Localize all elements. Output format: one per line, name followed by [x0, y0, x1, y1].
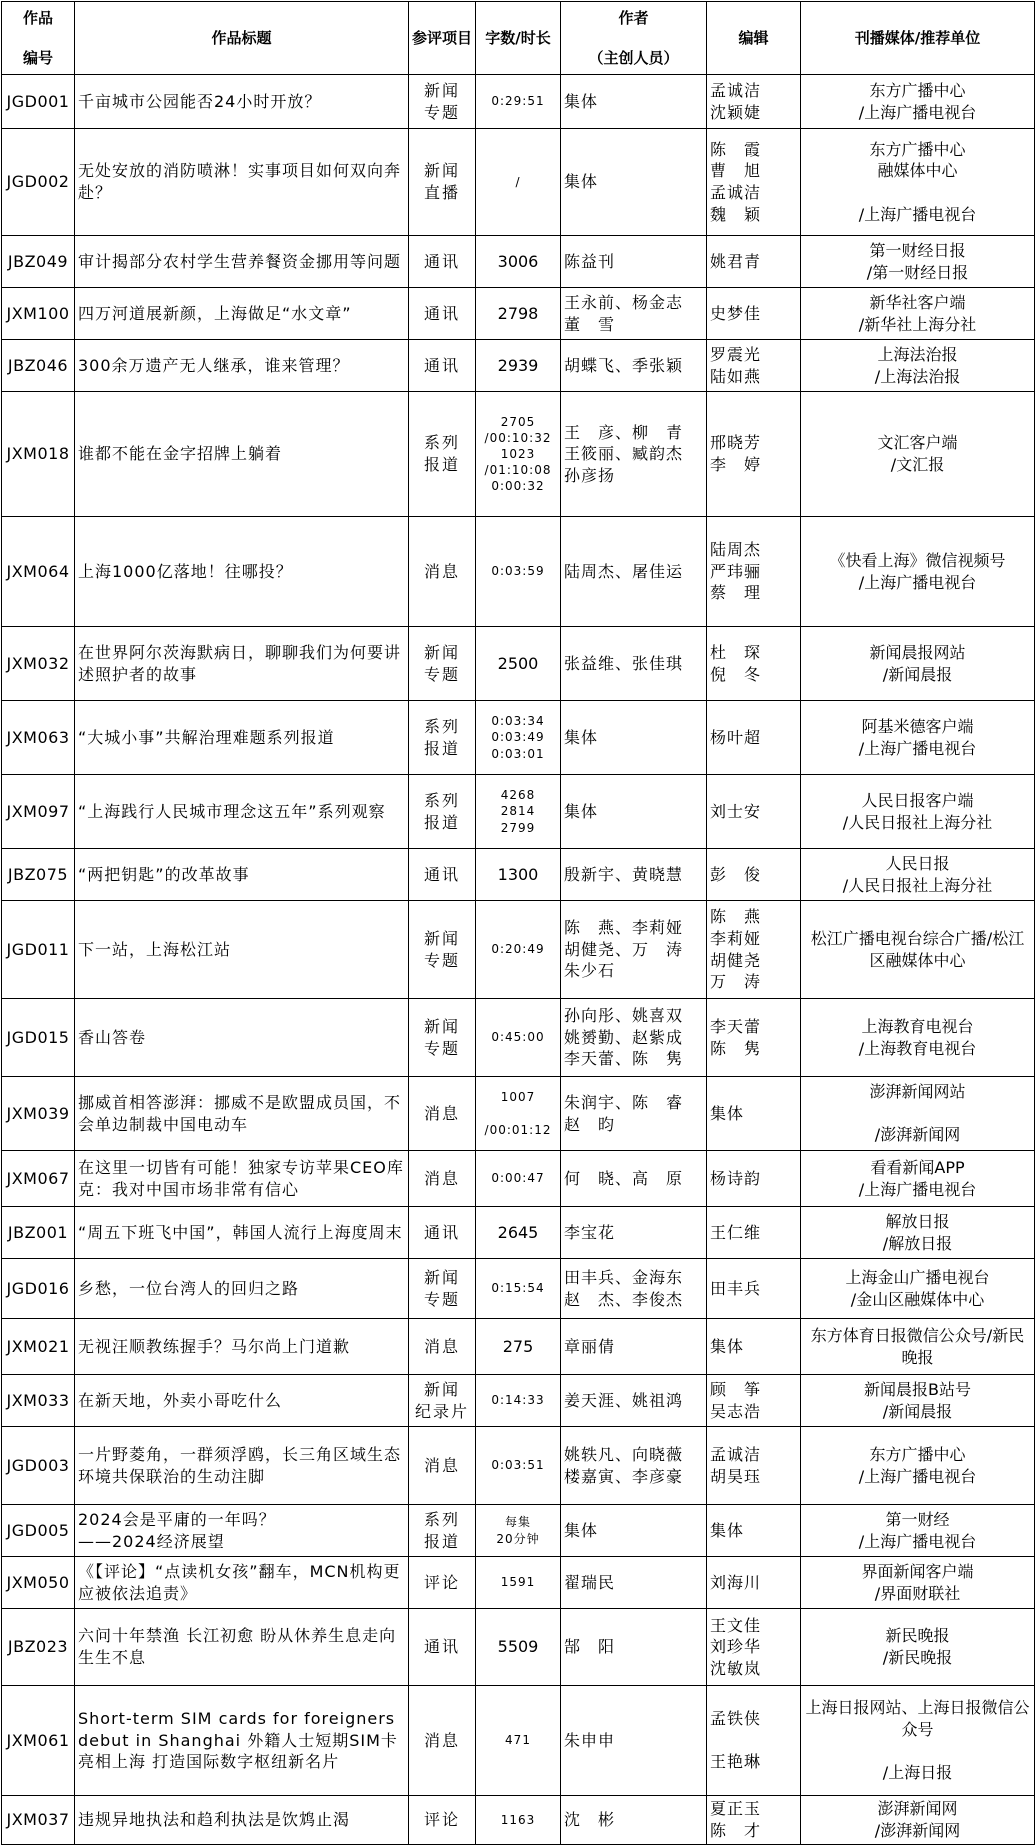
entry-editors: 陆周杰 严玮骊 蔡 理	[707, 517, 801, 627]
entry-type: 新闻 直播	[409, 129, 476, 236]
entry-media: 新闻晨报网站 /新闻晨报	[801, 627, 1035, 701]
entry-media: 东方广播中心 融媒体中心 /上海广播电视台	[801, 129, 1035, 236]
entry-editors: 邢晓芳 李 婷	[707, 392, 801, 517]
entry-authors: 张益维、张佳琪	[561, 627, 707, 701]
entry-authors: 集体	[561, 775, 707, 849]
entry-title: 审计揭部分农村学生营养餐资金挪用等问题	[75, 236, 409, 288]
entry-id: JXM064	[2, 517, 75, 627]
entry-authors: 孙向彤、姚喜双 姚赟勤、赵紫成 李天蕾、陈 隽	[561, 999, 707, 1077]
table-row	[2, 901, 1035, 999]
entry-type: 通讯	[409, 236, 476, 288]
entry-wordcount: 0:20:49	[476, 901, 561, 999]
table-row	[2, 288, 1035, 340]
entry-editors: 夏正玉 陈 才	[707, 1796, 801, 1845]
entry-type: 系列 报道	[409, 1505, 476, 1557]
entry-type: 系列 报道	[409, 775, 476, 849]
entry-media: 上海教育电视台 /上海教育电视台	[801, 999, 1035, 1077]
entry-authors: 翟瑞民	[561, 1557, 707, 1609]
entry-authors: 姜天涯、姚祖鸿	[561, 1375, 707, 1427]
entry-wordcount: 2500	[476, 627, 561, 701]
header-title: 作品标题	[75, 2, 409, 75]
entry-id: JBZ075	[2, 849, 75, 901]
table-header	[2, 2, 1035, 75]
entry-type: 通讯	[409, 1609, 476, 1686]
entry-authors: 何 晓、高 原	[561, 1151, 707, 1207]
table-row	[2, 1319, 1035, 1375]
entry-authors: 章丽倩	[561, 1319, 707, 1375]
entry-id: JXM050	[2, 1557, 75, 1609]
entry-id: JGD016	[2, 1259, 75, 1319]
entry-id: JXM033	[2, 1375, 75, 1427]
entry-title: 千亩城市公园能否24小时开放？	[75, 75, 409, 129]
entry-media: 澎湃新闻网 /澎湃新闻网	[801, 1796, 1035, 1845]
entry-wordcount: 3006	[476, 236, 561, 288]
entry-authors: 沈 彬	[561, 1796, 707, 1845]
entry-title: 无处安放的消防喷淋！实事项目如何双向奔赴？	[75, 129, 409, 236]
entry-id: JXM037	[2, 1796, 75, 1845]
entry-media: 上海日报网站、上海日报微信公众号 /上海日报	[801, 1686, 1035, 1796]
table-row	[2, 627, 1035, 701]
header-wordcount: 字数/时长	[476, 2, 561, 75]
awards-table	[1, 1, 1035, 1845]
entry-authors: 陈 燕、李莉娅 胡健尧、万 涛 朱少石	[561, 901, 707, 999]
entry-id: JGD001	[2, 75, 75, 129]
entry-authors: 集体	[561, 75, 707, 129]
entry-editors: 集体	[707, 1505, 801, 1557]
entry-media: 界面新闻客户端 /界面财联社	[801, 1557, 1035, 1609]
entry-title: 在世界阿尔茨海默病日，聊聊我们为何要讲述照护者的故事	[75, 627, 409, 701]
header-type: 参评项目	[409, 2, 476, 75]
entry-title: 挪威首相答澎湃：挪威不是欧盟成员国，不会单边制裁中国电动车	[75, 1077, 409, 1151]
entry-media: 《快看上海》微信视频号 /上海广播电视台	[801, 517, 1035, 627]
entry-type: 消息	[409, 1151, 476, 1207]
entry-wordcount: 1591	[476, 1557, 561, 1609]
entry-id: JXM100	[2, 288, 75, 340]
entry-type: 系列 报道	[409, 701, 476, 775]
entry-type: 消息	[409, 1686, 476, 1796]
entry-type: 通讯	[409, 340, 476, 392]
entry-id: JBZ046	[2, 340, 75, 392]
entry-title: Short-term SIM cards for foreigners debut in Shanghai 外籍人士短期SIM卡亮相上海 打造国际数字枢纽新名片	[75, 1686, 409, 1796]
entry-id: JXM067	[2, 1151, 75, 1207]
entry-title: 违规异地执法和趋利执法是饮鸩止渴	[75, 1796, 409, 1845]
header-authors: 作者 （主创人员）	[561, 2, 707, 75]
entry-wordcount: 0:14:33	[476, 1375, 561, 1427]
header-media: 刊播媒体/推荐单位	[801, 2, 1035, 75]
entry-editors: 杨诗韵	[707, 1151, 801, 1207]
entry-editors: 彭 俊	[707, 849, 801, 901]
entry-media: 新华社客户端 /新华社上海分社	[801, 288, 1035, 340]
entry-editors: 刘海川	[707, 1557, 801, 1609]
entry-title: “大城小事”共解治理难题系列报道	[75, 701, 409, 775]
table-row	[2, 1207, 1035, 1259]
entry-editors: 王文佳 刘珍华 沈敏岚	[707, 1609, 801, 1686]
table-row	[2, 1609, 1035, 1686]
entry-type: 通讯	[409, 849, 476, 901]
entry-editors: 孟诚洁 沈颖婕	[707, 75, 801, 129]
entry-wordcount: 每集 20分钟	[476, 1505, 561, 1557]
entry-authors: 陆周杰、屠佳运	[561, 517, 707, 627]
entry-media: 人民日报 /人民日报社上海分社	[801, 849, 1035, 901]
table-body	[2, 75, 1035, 1845]
table-row	[2, 129, 1035, 236]
entry-type: 评论	[409, 1557, 476, 1609]
entry-editors: 孟铁侠 王艳琳	[707, 1686, 801, 1796]
entry-editors: 王仁维	[707, 1207, 801, 1259]
entry-id: JXM061	[2, 1686, 75, 1796]
entry-title: 六问十年禁渔 长江初愈 盼从休养生息走向生生不息	[75, 1609, 409, 1686]
entry-editors: 陈 霞 曹 旭 孟诚洁 魏 颖	[707, 129, 801, 236]
entry-media: 人民日报客户端 /人民日报社上海分社	[801, 775, 1035, 849]
entry-wordcount: 471	[476, 1686, 561, 1796]
entry-authors: 胡蝶飞、季张颖	[561, 340, 707, 392]
entry-wordcount: 0:03:34 0:03:49 0:03:01	[476, 701, 561, 775]
table-row	[2, 1077, 1035, 1151]
entry-media: 上海法治报 /上海法治报	[801, 340, 1035, 392]
header-id: 作品 编号	[2, 2, 75, 75]
entry-media: 澎湃新闻网站 /澎湃新闻网	[801, 1077, 1035, 1151]
entry-type: 通讯	[409, 288, 476, 340]
table-row	[2, 849, 1035, 901]
entry-media: 阿基米德客户端 /上海广播电视台	[801, 701, 1035, 775]
table-row	[2, 999, 1035, 1077]
entry-title: “两把钥匙”的改革故事	[75, 849, 409, 901]
entry-title: 《【评论】“点读机女孩”翻车，MCN机构更应被依法追责》	[75, 1557, 409, 1609]
entry-title: 上海1000亿落地！往哪投？	[75, 517, 409, 627]
entry-title: 2024会是平庸的一年吗？ ——2024经济展望	[75, 1505, 409, 1557]
entry-title: 下一站，上海松江站	[75, 901, 409, 999]
entry-type: 新闻 纪录片	[409, 1375, 476, 1427]
entry-type: 新闻 专题	[409, 1259, 476, 1319]
entry-id: JXM063	[2, 701, 75, 775]
table-row	[2, 701, 1035, 775]
entry-wordcount: 4268 2814 2799	[476, 775, 561, 849]
entry-authors: 李宝花	[561, 1207, 707, 1259]
entry-type: 新闻 专题	[409, 627, 476, 701]
table-row	[2, 1796, 1035, 1845]
entry-media: 第一财经 /上海广播电视台	[801, 1505, 1035, 1557]
entry-title: “上海践行人民城市理念这五年”系列观察	[75, 775, 409, 849]
table-row	[2, 75, 1035, 129]
entry-type: 消息	[409, 1427, 476, 1505]
entry-wordcount: 1300	[476, 849, 561, 901]
table-row	[2, 1557, 1035, 1609]
header-editors: 编辑	[707, 2, 801, 75]
entry-editors: 孟诚洁 胡昊珏	[707, 1427, 801, 1505]
entry-media: 松江广播电视台综合广播/松江区融媒体中心	[801, 901, 1035, 999]
entry-media: 东方体育日报微信公众号/新民晚报	[801, 1319, 1035, 1375]
entry-title: 香山答卷	[75, 999, 409, 1077]
entry-authors: 朱润宇、陈 睿 赵 昀	[561, 1077, 707, 1151]
entry-title: 300余万遗产无人继承，谁来管理？	[75, 340, 409, 392]
entry-media: 新民晚报 /新民晚报	[801, 1609, 1035, 1686]
entry-editors: 刘士安	[707, 775, 801, 849]
entry-wordcount: 5509	[476, 1609, 561, 1686]
entry-type: 消息	[409, 1319, 476, 1375]
entry-id: JGD002	[2, 129, 75, 236]
entry-id: JGD005	[2, 1505, 75, 1557]
entry-editors: 陈 燕 李莉娅 胡健尧 万 涛	[707, 901, 801, 999]
entry-title: 谁都不能在金字招牌上躺着	[75, 392, 409, 517]
entry-id: JXM097	[2, 775, 75, 849]
entry-wordcount: 0:45:00	[476, 999, 561, 1077]
entry-id: JGD003	[2, 1427, 75, 1505]
entry-id: JXM021	[2, 1319, 75, 1375]
entry-media: 看看新闻APP /上海广播电视台	[801, 1151, 1035, 1207]
entry-authors: 田丰兵、金海东 赵 杰、李俊杰	[561, 1259, 707, 1319]
entry-title: “周五下班飞中国”，韩国人流行上海度周末	[75, 1207, 409, 1259]
entry-media: 东方广播中心 /上海广播电视台	[801, 75, 1035, 129]
entry-wordcount: 0:15:54	[476, 1259, 561, 1319]
entry-wordcount: 2939	[476, 340, 561, 392]
entry-title: 在这里一切皆有可能！独家专访苹果CEO库克：我对中国市场非常有信心	[75, 1151, 409, 1207]
table-row	[2, 1427, 1035, 1505]
entry-id: JXM018	[2, 392, 75, 517]
entry-type: 消息	[409, 1077, 476, 1151]
entry-editors: 田丰兵	[707, 1259, 801, 1319]
table-row	[2, 1151, 1035, 1207]
entry-type: 新闻 专题	[409, 75, 476, 129]
entry-type: 新闻 专题	[409, 999, 476, 1077]
table-row	[2, 1505, 1035, 1557]
table-row	[2, 340, 1035, 392]
entry-type: 系列 报道	[409, 392, 476, 517]
entry-authors: 集体	[561, 1505, 707, 1557]
entry-wordcount: 0:03:59	[476, 517, 561, 627]
entry-id: JBZ001	[2, 1207, 75, 1259]
entry-authors: 集体	[561, 701, 707, 775]
entry-type: 新闻 专题	[409, 901, 476, 999]
entry-id: JXM039	[2, 1077, 75, 1151]
entry-authors: 王 彦、柳 青 王筱丽、臧韵杰 孙彦扬	[561, 392, 707, 517]
entry-media: 第一财经日报 /第一财经日报	[801, 236, 1035, 288]
entry-media: 解放日报 /解放日报	[801, 1207, 1035, 1259]
entry-authors: 殷新宇、黄晓慧	[561, 849, 707, 901]
entry-media: 上海金山广播电视台 /金山区融媒体中心	[801, 1259, 1035, 1319]
entry-title: 四万河道展新颜，上海做足“水文章”	[75, 288, 409, 340]
entry-type: 消息	[409, 517, 476, 627]
entry-authors: 姚轶凡、向晓薇 楼嘉寅、李彦豪	[561, 1427, 707, 1505]
entry-id: JXM032	[2, 627, 75, 701]
entry-wordcount: 2645	[476, 1207, 561, 1259]
entry-wordcount: 1007 /00:01:12	[476, 1077, 561, 1151]
entry-editors: 集体	[707, 1319, 801, 1375]
entry-media: 东方广播中心 /上海广播电视台	[801, 1427, 1035, 1505]
entry-wordcount: 1163	[476, 1796, 561, 1845]
entry-id: JGD011	[2, 901, 75, 999]
table-row	[2, 1259, 1035, 1319]
table-row	[2, 1375, 1035, 1427]
entry-type: 通讯	[409, 1207, 476, 1259]
entry-type: 评论	[409, 1796, 476, 1845]
entry-wordcount: 2705 /00:10:32 1023 /01:10:08 0:00:32	[476, 392, 561, 517]
table-row	[2, 236, 1035, 288]
entry-editors: 史梦佳	[707, 288, 801, 340]
entry-editors: 杜 琛 倪 冬	[707, 627, 801, 701]
table-row	[2, 1686, 1035, 1796]
entry-id: JBZ023	[2, 1609, 75, 1686]
table-row	[2, 392, 1035, 517]
entry-editors: 姚君青	[707, 236, 801, 288]
table-row	[2, 775, 1035, 849]
entry-title: 无视汪顺教练握手？马尔尚上门道歉	[75, 1319, 409, 1375]
entry-media: 新闻晨报B站号 /新闻晨报	[801, 1375, 1035, 1427]
entry-authors: 朱申申	[561, 1686, 707, 1796]
entry-editors: 集体	[707, 1077, 801, 1151]
table-row	[2, 517, 1035, 627]
entry-editors: 顾 筝 吴志浩	[707, 1375, 801, 1427]
entry-title: 在新天地，外卖小哥吃什么	[75, 1375, 409, 1427]
entry-authors: 陈益刊	[561, 236, 707, 288]
entry-editors: 罗震光 陆如燕	[707, 340, 801, 392]
entry-media: 文汇客户端 /文汇报	[801, 392, 1035, 517]
entry-wordcount: 0:03:51	[476, 1427, 561, 1505]
entry-title: 乡愁，一位台湾人的回归之路	[75, 1259, 409, 1319]
entry-id: JGD015	[2, 999, 75, 1077]
entry-authors: 集体	[561, 129, 707, 236]
entry-authors: 郜 阳	[561, 1609, 707, 1686]
entry-wordcount: 275	[476, 1319, 561, 1375]
entry-wordcount: 2798	[476, 288, 561, 340]
entry-wordcount: /	[476, 129, 561, 236]
entry-title: 一片野菱角，一群须浮鸥，长三角区域生态环境共保联治的生动注脚	[75, 1427, 409, 1505]
entry-editors: 杨叶超	[707, 701, 801, 775]
entry-editors: 李天蕾 陈 隽	[707, 999, 801, 1077]
entry-id: JBZ049	[2, 236, 75, 288]
entry-wordcount: 0:29:51	[476, 75, 561, 129]
entry-authors: 王永前、杨金志 董 雪	[561, 288, 707, 340]
entry-wordcount: 0:00:47	[476, 1151, 561, 1207]
